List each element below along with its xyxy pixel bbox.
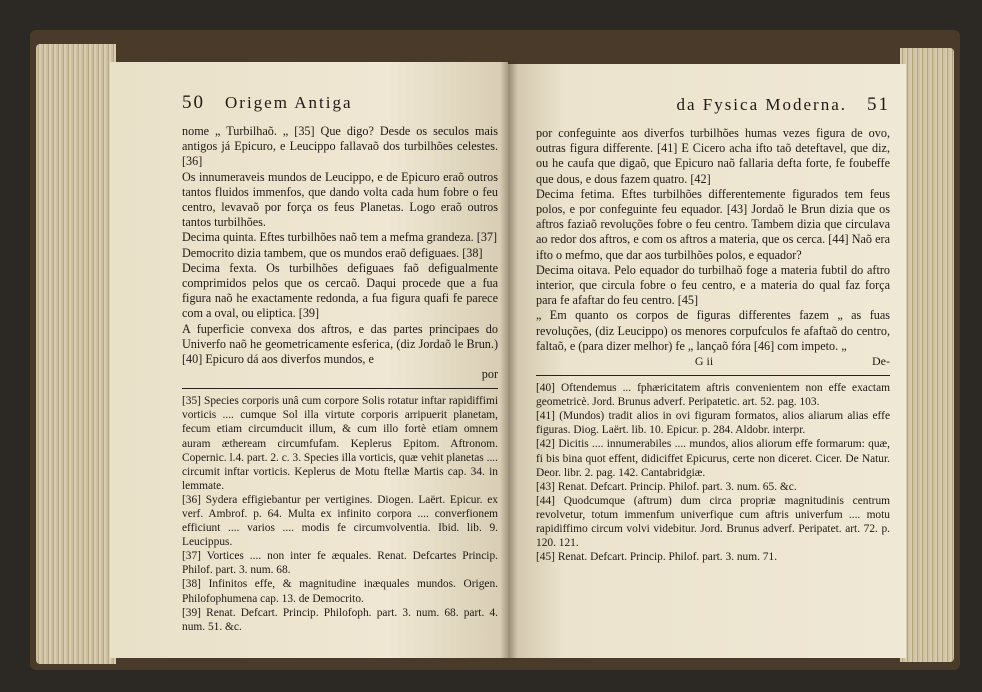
paragraph: Decima fetima. Eftes turbilhões differentemente figurados tem feus polos, e por confeguinte feu equador. [43] Jordaõ le Brun dizia que os aftros faziaõ revoluções fobre o feu centro. Tambem dizia que circulava ao redor dos aftros, e com os aftros a materia, que os cerca. [44] Naõ era ifto o mefmo, que dar aos turbilhões polos, e equador?: [536, 186, 890, 262]
running-title-right: da Fysica Moderna.: [676, 95, 847, 114]
body-text-left: [182, 124, 498, 367]
page-edges-left: [36, 44, 116, 664]
footnote: [41] (Mundos) tradit alios in ovi figuram formatos, alios aliarum alias effe figuras. Diog. Laërt. lib. 10. Epicur. p. 284. Aldobr. interpr.: [536, 410, 890, 437]
footnote: [44] Quodcumque (aftrum) dum circa propriæ magnitudinis centrum revolvetur, totum immenfum univerfique cum aftris univerfum .... motu rapidiffimo circum volvi videbitur. Jord. Brunus adverf. Peripatet. art. 72. p. 120. 121.: [536, 494, 890, 550]
signature-line: [536, 354, 890, 369]
footnote: [38] Infinitos effe, & magnitudine inæquales mundos. Origen. Philofophumena cap. 13. de Democrito.: [182, 578, 498, 605]
footnotes-right: [536, 381, 890, 564]
footnote: [45] Renat. Defcart. Princip. Philof. part. 3. num. 71.: [536, 551, 778, 564]
footnote: [35] Species corporis unâ cum corpore Solis rotatur inftar rapidiffimi vorticis .... cumque Sol illa virtute corporis arripuerit planetam, fecum etiam circumducit illum, & cum illo fortè etiam omnem auram ætheream circumfufam. Keplerus Epitom. Aftronom. Copernic. l.4. part. 2. c. 3. Species illa vorticis, quæ vehit planetas .... circumit inftar vorticis. Keplerus de Motu ftellæ Martis cap. 34. in lemmate.: [182, 395, 498, 492]
footnote: [36] Sydera effigiebantur per vertigines. Diogen. Laërt. Epicur. ex verf. Ambrof. p. 64. Multa ex infinito corpora .... converfionem efficiunt .... varios .... modis fe circumvolventia. Ibid. lib. 9. Leucippus.: [182, 493, 498, 549]
right-page: [508, 64, 906, 658]
footnote: [42] Dicitis .... innumerabiles .... mundos, alios aliorum effe formarum: quæ, fi bis bina quot effent, didiciffet Epicurus, certe non diceret. Cicer. De Natur. Deor. libr. 2. pag. 142. Cantabridgiæ.: [536, 438, 890, 479]
paragraph: Decima quinta. Eftes turbilhões naõ tem a mefma grandeza. [37]: [182, 230, 498, 245]
left-page: [110, 62, 508, 658]
paragraph: nome „ Turbilhaõ. „ [35] Que digo? Desde os seculos mais antigos já Epicuro, e Leucippo fallavaõ dos turbilhões celestes. [36]: [182, 124, 498, 169]
page-edges-right: [900, 48, 954, 662]
running-title-left: Origem Antiga: [225, 93, 353, 112]
running-head-right: [536, 94, 890, 116]
paragraph: Os innumeraveis mundos de Leucippo, e de Epicuro eraõ outros tantos fluidos immenfos, que dando volta cada hum fobre o feu centro, levavaõ por força os feus Planetas. Logo eraõ outros tantos turbilhões.: [182, 169, 498, 230]
footnote: [39] Renat. Defcart. Princip. Philofoph. part. 3. num. 68. part. 4. num. 51. &c.: [182, 606, 498, 633]
footnote: [43] Renat. Defcart. Princip. Philof. part. 3. num. 65. &c.: [536, 480, 797, 493]
footnote-rule: [182, 388, 498, 389]
footnote: [40] Oftendemus ... fphæricitatem aftris convenientem non effe exactam geometricè. Jord. Brunus adverf. Peripatetic. art. 52. pag. 103.: [536, 382, 890, 409]
page-number-left: 50: [182, 92, 205, 113]
body-text-right: [536, 126, 890, 354]
running-head-left: [182, 92, 498, 114]
paragraph: por confeguinte aos diverfos turbilhões humas vezes figura de ovo, outras figura differente. [41] E Cicero acha ifto taõ deteftavel, que diz, ou he caufa que digaõ, que Epicuro naõ fallaria defta forte, fe foubeffe que dous, e dous fazem quatro. [42]: [536, 126, 890, 186]
paragraph: A fuperficie convexa dos aftros, e das partes principaes do Univerfo naõ he geometricamente esferica, (diz Jordaõ le Brun.) [40] Epicuro dá aos diverfos mundos, e: [182, 321, 498, 367]
footnotes-left: [182, 394, 498, 634]
book-gutter: [500, 60, 518, 660]
catchword-left: por: [481, 367, 498, 382]
paragraph: „ Em quanto os corpos de figuras differentes fazem „ as fuas revoluções, (diz Leucippo) os menores corpufculos fe afaftaõ do centro, faltaõ, e (para dizer melhor) fe „ lançaõ fóra [46] com impeto. „: [536, 308, 890, 353]
paragraph: Democrito dizia tambem, que os mundos eraõ defiguaes. [38]: [182, 245, 483, 260]
signature-mark: G ii: [694, 354, 714, 369]
footnote: [37] Vortices .... non inter fe æquales. Renat. Defcartes Princip. Philof. part. 3. num. 68.: [182, 550, 498, 577]
catchword-right: De-: [872, 354, 890, 369]
page-number-right: 51: [867, 94, 890, 115]
footnote-rule: [536, 375, 890, 376]
paragraph: Decima oitava. Pelo equador do turbilhaõ foge a materia fubtil do aftro interior, que circula fobre o feu centro, e a materia do qual faz força para fe afaftar do feu centro. [45]: [536, 262, 890, 308]
paragraph: Decima fexta. Os turbilhões defiguaes faõ defigualmente comprimidos pelos que os cercaõ. Daqui procede que a fua figura naõ he exactamente redonda, a fua figura quafi fe parece com a oval, ou eliptica. [39]: [182, 260, 498, 321]
